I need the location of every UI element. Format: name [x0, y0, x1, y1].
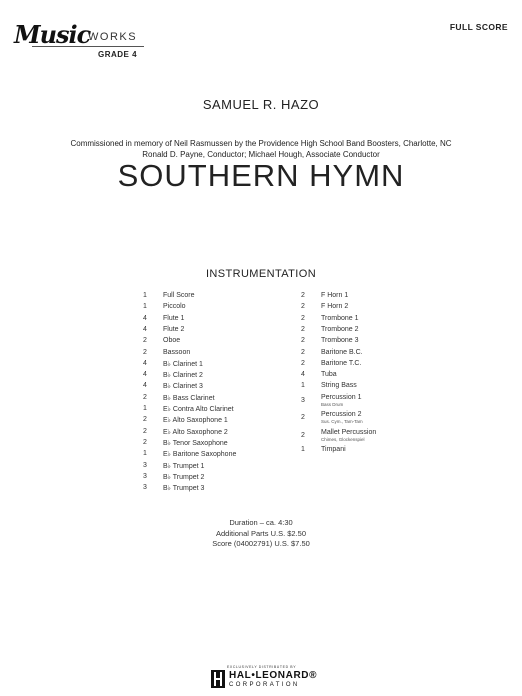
grade-label: GRADE 4: [98, 50, 138, 59]
piece-title: SOUTHERN HYMN: [117, 158, 405, 193]
instrument-quantity: 3: [143, 461, 147, 469]
hal-leonard-mark-icon: [211, 670, 225, 688]
commission-line-1: Commissioned in memory of Neil Rasmussen by the Providence High School Band Boosters, Charlotte, NC: [70, 139, 452, 148]
instrument-quantity: 1: [143, 450, 147, 458]
instrument-name: Trombone 3: [321, 337, 359, 345]
instrument-quantity: 1: [143, 405, 147, 412]
instrument-quantity: 4: [143, 371, 147, 379]
instrument-name: B♭ Trumpet 3: [163, 485, 205, 493]
instrument-quantity: 2: [301, 314, 305, 322]
instrument-name: Oboe: [163, 337, 181, 345]
instrument-quantity: 1: [301, 446, 305, 454]
instrument-quantity: 2: [301, 292, 305, 299]
instrument-name: String Bass: [321, 382, 357, 390]
instrument-name: B♭ Trumpet 2: [163, 473, 205, 481]
instrument-name: B♭ Bass Clarinet: [163, 394, 215, 402]
instrument-name: Flute 2: [163, 325, 185, 333]
musicworks-logo: [14, 20, 164, 62]
distributor-name: HAL•LEONARD®: [229, 670, 318, 681]
full-score-label: FULL SCORE: [449, 22, 508, 32]
instrument-quantity: 1: [143, 303, 147, 311]
instrument-name: B♭ Clarinet 3: [163, 383, 203, 391]
instrument-quantity: 2: [301, 337, 305, 345]
instrument-subnote: Sus. Cym., Tam-Tam: [321, 419, 363, 425]
instrument-name: Percussion 2: [321, 411, 362, 419]
pricing-info: [0, 518, 522, 550]
instrument-name: Trombone 2: [321, 325, 359, 333]
instrument-name: Piccolo: [163, 303, 186, 311]
logo-underline: [32, 46, 144, 47]
commission-line-2: Ronald D. Payne, Conductor; Michael Hough, Associate Conductor: [142, 150, 380, 159]
instrument-name: Percussion 1: [321, 393, 362, 401]
score-price: Score (04002791) U.S. $7.50: [212, 539, 310, 548]
instrument-name: Full Score: [163, 292, 195, 299]
instrument-quantity: 4: [301, 371, 305, 379]
instrument-name: B♭ Clarinet 1: [163, 360, 203, 368]
instrument-quantity: 3: [143, 484, 147, 492]
instrument-name: Flute 1: [163, 314, 185, 322]
instrument-quantity: 2: [301, 414, 305, 422]
instrument-quantity: 2: [143, 416, 147, 424]
additional-parts-price: Additional Parts U.S. $2.50: [215, 528, 307, 538]
instrument-name: E♭ Contra Alto Clarinet: [163, 406, 234, 413]
instrument-quantity: 2: [143, 427, 147, 435]
instrument-quantity: 2: [301, 431, 305, 439]
instrument-subnote: Chimes, Glockenspiel: [321, 436, 365, 442]
instrument-quantity: 2: [301, 303, 305, 311]
instrument-quantity: 3: [301, 396, 305, 404]
instrument-name: Bassoon: [163, 348, 191, 356]
instrument-quantity: 4: [143, 314, 147, 322]
duration-text: Duration – ca. 4:30: [229, 518, 293, 527]
instrument-quantity: 2: [301, 348, 305, 356]
instrument-name: Baritone T.C.: [321, 359, 362, 367]
instrument-quantity: 2: [301, 325, 305, 333]
logo-script: Music: [14, 20, 91, 49]
instrument-name: F Horn 1: [321, 292, 349, 299]
instrument-name: Tuba: [321, 371, 337, 379]
instrument-name: E♭ Baritone Saxophone: [163, 451, 237, 459]
instrument-quantity: 4: [143, 382, 147, 390]
composer-name: SAMUEL R. HAZO: [202, 97, 320, 112]
instrument-name: E♭ Alto Saxophone 2: [163, 428, 228, 436]
instrument-quantity: 4: [143, 359, 147, 367]
distributor-label: EXCLUSIVELY DISTRIBUTED BY: [227, 665, 297, 669]
instrumentation-heading: INSTRUMENTATION: [205, 268, 317, 280]
instrument-name: B♭ Tenor Saxophone: [163, 439, 228, 447]
logo-works: WORKS: [88, 31, 138, 43]
instrument-quantity: 2: [143, 438, 147, 446]
instrument-name: E♭ Alto Saxophone 1: [163, 417, 228, 425]
commission-note: [0, 138, 522, 160]
instrument-name: Baritone B.C.: [321, 348, 363, 356]
hal-leonard-logo: [211, 667, 341, 689]
instrument-name: Timpani: [321, 446, 346, 454]
instrument-quantity: 2: [143, 348, 147, 356]
instrument-quantity: 1: [301, 382, 305, 390]
instrument-subnote: Bass Drum: [321, 401, 344, 407]
instrument-quantity: 2: [301, 359, 305, 367]
instrument-quantity: 2: [143, 393, 147, 401]
instrument-name: Trombone 1: [321, 314, 359, 322]
instrument-name: F Horn 2: [321, 303, 349, 311]
instrument-name: Mallet Percussion: [321, 428, 377, 436]
instrument-name: B♭ Trumpet 1: [163, 462, 205, 470]
instrument-quantity: 2: [143, 337, 147, 345]
instrument-quantity: 3: [143, 472, 147, 480]
instrument-name: B♭ Clarinet 2: [163, 372, 203, 380]
instrument-quantity: 1: [143, 292, 147, 299]
instrument-quantity: 4: [143, 325, 147, 333]
distributor-corporation: CORPORATION: [229, 682, 300, 688]
